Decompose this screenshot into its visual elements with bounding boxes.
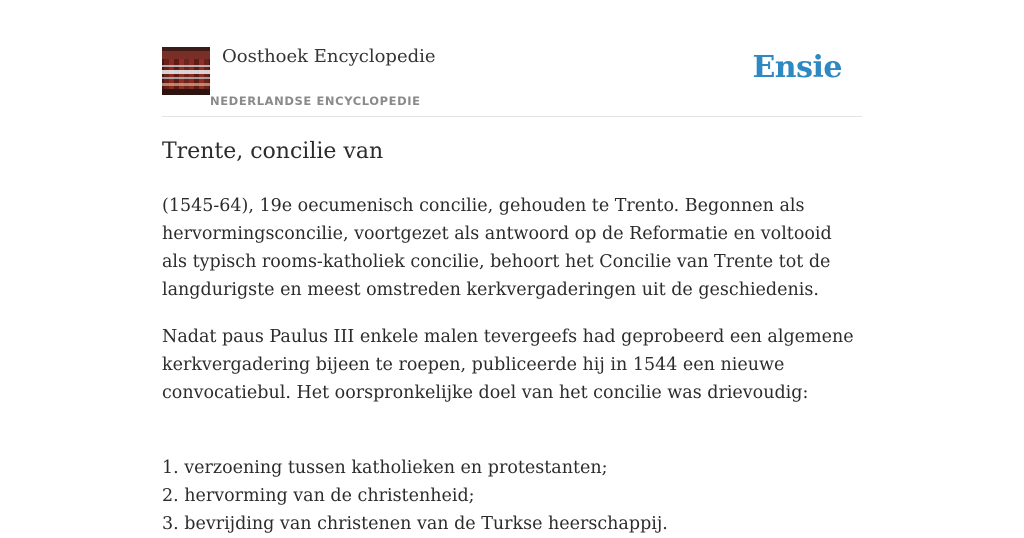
page: [162, 0, 862, 534]
goals-list: [162, 454, 862, 538]
article-body: [162, 192, 862, 538]
spacer: [162, 426, 862, 454]
article-title: Trente, concilie van: [162, 139, 384, 164]
list-item: 1. verzoening tussen katholieken en protestanten;: [162, 458, 608, 478]
site-name[interactable]: Oosthoek Encyclopedie: [222, 46, 436, 67]
list-item: 3. bevrijding van christenen van de Turkse heerschappij.: [162, 514, 668, 534]
list-item: 2. hervorming van de christenheid;: [162, 486, 475, 506]
article-paragraph-2: Nadat paus Paulus III enkele malen tevergeefs had geprobeerd een algemene kerkvergadering bijeen te roepen, publiceerde hij in 1544 een nieuwe convocatiebul. Het oorspronkelijke doel van het concilie was drievoudig:: [162, 327, 854, 403]
article-paragraph-1: (1545-64), 19e oecumenisch concilie, gehouden te Trento. Begonnen als hervormingsconcilie, voortgezet als antwoord op de Reformatie en voltooid als typisch rooms-katholiek concilie, behoort het Concilie van Trente tot de langdurigste en meest omstreden kerkvergaderingen uit de geschiedenis.: [162, 196, 832, 300]
ensie-brand-link[interactable]: Ensie: [752, 50, 842, 85]
encyclopedia-logo[interactable]: [162, 47, 210, 95]
site-subtitle: NEDERLANDSE ENCYCLOPEDIE: [210, 94, 421, 108]
site-header: [162, 0, 862, 117]
book-spines-icon: [162, 47, 210, 95]
